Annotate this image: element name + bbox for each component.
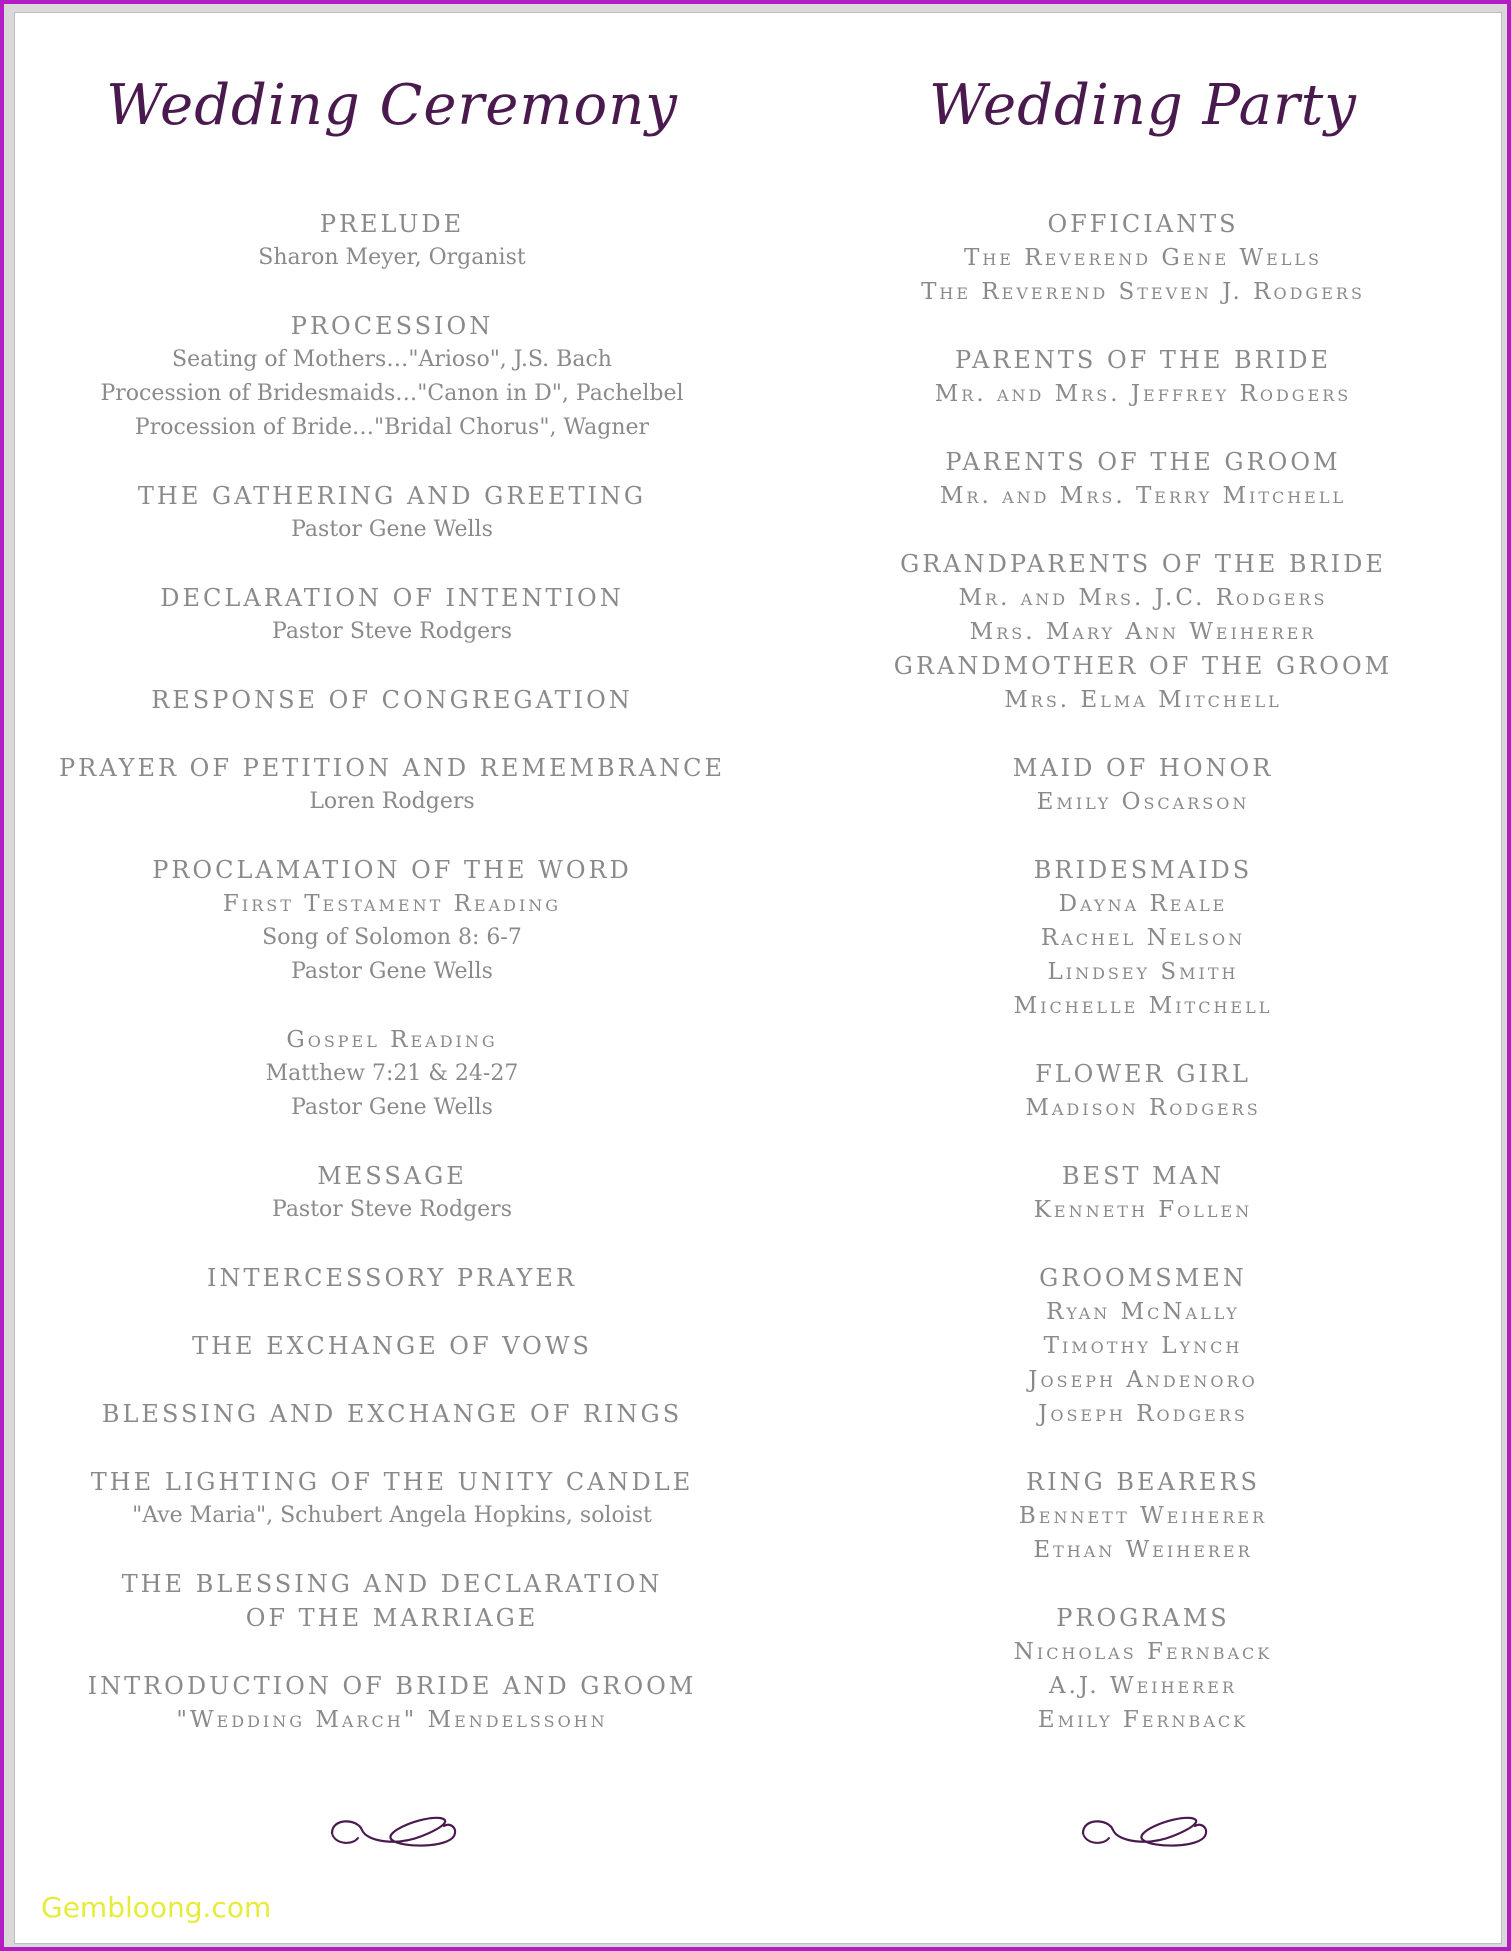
section-line: Song of Solomon 8: 6-7: [262, 925, 522, 950]
ceremony-section: [15, 309, 769, 445]
party-section: [769, 445, 1511, 513]
section-line: Bennett Weiherer: [1018, 1503, 1268, 1529]
section-line: Mr. and Mrs. Terry Mitchell: [939, 483, 1347, 509]
section-line: Pastor Gene Wells: [291, 517, 493, 542]
program-page: [14, 12, 1502, 1944]
party-section: [769, 1465, 1511, 1567]
section-line: Rachel Nelson: [1040, 925, 1246, 951]
party-section: [769, 751, 1511, 819]
section-line: Mr. and Mrs. Jeffrey Rodgers: [934, 381, 1352, 407]
section-line: Michelle Mitchell: [1013, 993, 1273, 1019]
ceremony-section: [15, 1397, 769, 1431]
ceremony-section: [15, 1567, 769, 1635]
ceremony-section: [15, 1465, 769, 1533]
section-line: Dayna Reale: [1058, 891, 1228, 917]
flourish-ornament: [1073, 1808, 1213, 1858]
section-line: Joseph Andenoro: [1028, 1367, 1258, 1393]
party-section: [769, 853, 1511, 1023]
section-heading: MAID OF HONOR: [1012, 754, 1274, 782]
section-heading: GRANDPARENTS OF THE BRIDE: [900, 550, 1386, 578]
section-line: "Ave Maria", Schubert Angela Hopkins, soloist: [132, 1503, 652, 1528]
section-heading: RESPONSE OF CONGREGATION: [151, 686, 633, 714]
section-line: A.J. Weiherer: [1048, 1673, 1238, 1699]
party-section: [769, 547, 1511, 649]
section-line: Mrs. Mary Ann Weiherer: [969, 619, 1317, 645]
section-line: Lindsey Smith: [1047, 959, 1239, 985]
ceremony-section: [15, 1159, 769, 1227]
section-line: Pastor Gene Wells: [291, 959, 493, 984]
section-line: Mr. and Mrs. J.C. Rodgers: [958, 585, 1328, 611]
section-heading: THE BLESSING AND DECLARATION: [121, 1570, 663, 1598]
section-line: The Reverend Steven J. Rodgers: [921, 279, 1365, 305]
party-section: [769, 1159, 1511, 1227]
section-line: Pastor Steve Rodgers: [272, 1197, 512, 1222]
section-line: Mrs. Elma Mitchell: [1004, 687, 1282, 713]
section-heading: MESSAGE: [317, 1162, 467, 1190]
section-heading-continued: OF THE MARRIAGE: [245, 1604, 539, 1632]
section-line: Pastor Gene Wells: [291, 1095, 493, 1120]
ceremony-section: [15, 207, 769, 275]
section-heading: PARENTS OF THE GROOM: [945, 448, 1341, 476]
section-heading: PROGRAMS: [1056, 1604, 1230, 1632]
section-line: Madison Rodgers: [1025, 1095, 1261, 1121]
ceremony-section: [15, 751, 769, 819]
section-heading: OFFICIANTS: [1047, 210, 1239, 238]
section-line: Loren Rodgers: [309, 789, 475, 814]
section-heading: BRIDESMAIDS: [1033, 856, 1253, 884]
party-section: [769, 207, 1511, 309]
section-line: Ethan Weiherer: [1033, 1537, 1253, 1563]
party-section: [769, 1261, 1511, 1431]
party-section: [769, 343, 1511, 411]
section-line: Seating of Mothers…"Arioso", J.S. Bach: [172, 347, 612, 372]
section-line: Emily Oscarson: [1036, 789, 1250, 815]
section-heading: Gospel Reading: [286, 1027, 498, 1053]
section-heading: PROCLAMATION OF THE WORD: [152, 856, 632, 884]
section-line: The Reverend Gene Wells: [964, 245, 1322, 271]
section-line: Kenneth Follen: [1033, 1197, 1253, 1223]
section-heading: RING BEARERS: [1026, 1468, 1260, 1496]
flourish-ornament: [322, 1808, 462, 1858]
section-heading: FLOWER GIRL: [1035, 1060, 1251, 1088]
section-heading: PRAYER OF PETITION AND REMEMBRANCE: [59, 754, 725, 782]
party-section: [769, 1057, 1511, 1125]
section-line: Procession of Bride…"Bridal Chorus", Wagner: [134, 415, 650, 440]
ceremony-section: [15, 853, 769, 989]
ceremony-section: [15, 1023, 769, 1125]
section-line: Procession of Bridesmaids…"Canon in D", Pachelbel: [100, 381, 684, 406]
ceremony-section: [15, 581, 769, 649]
section-heading: INTRODUCTION OF BRIDE AND GROOM: [87, 1672, 697, 1700]
section-heading: GRANDMOTHER OF THE GROOM: [893, 652, 1393, 680]
section-line: Timothy Lynch: [1043, 1333, 1243, 1359]
section-heading: PROCESSION: [290, 312, 494, 340]
ceremony-title: Wedding Ceremony: [106, 73, 678, 138]
section-line: Pastor Steve Rodgers: [272, 619, 512, 644]
section-line: Sharon Meyer, Organist: [258, 245, 526, 270]
section-line: Nicholas Fernback: [1013, 1639, 1273, 1665]
ceremony-section: [15, 1669, 769, 1737]
section-heading: THE GATHERING AND GREETING: [137, 482, 647, 510]
ceremony-section: [15, 1329, 769, 1363]
section-line: Joseph Rodgers: [1038, 1401, 1248, 1427]
ceremony-section: [15, 1261, 769, 1295]
section-heading: PRELUDE: [319, 210, 465, 238]
section-heading: GROOMSMEN: [1039, 1264, 1247, 1292]
section-line: Matthew 7:21 & 24-27: [265, 1061, 519, 1086]
section-line: First Testament Reading: [222, 891, 562, 917]
ceremony-section: [15, 479, 769, 547]
party-section: [769, 649, 1511, 717]
section-heading: PARENTS OF THE BRIDE: [955, 346, 1331, 374]
ceremony-section: [15, 683, 769, 717]
section-heading: THE LIGHTING OF THE UNITY CANDLE: [90, 1468, 694, 1496]
party-list: [769, 207, 1511, 1771]
section-heading: INTERCESSORY PRAYER: [207, 1264, 577, 1292]
ceremony-list: [15, 207, 769, 1771]
section-heading: BEST MAN: [1061, 1162, 1225, 1190]
section-line: Emily Fernback: [1037, 1707, 1249, 1733]
section-line: Ryan McNally: [1046, 1299, 1240, 1325]
watermark-text: Gembloong.com: [41, 1891, 272, 1924]
section-line: "Wedding March" Mendelssohn: [176, 1707, 608, 1733]
party-section: [769, 1601, 1511, 1737]
section-heading: THE EXCHANGE OF VOWS: [192, 1332, 592, 1360]
section-heading: DECLARATION OF INTENTION: [160, 584, 624, 612]
party-title: Wedding Party: [929, 73, 1357, 138]
section-heading: BLESSING AND EXCHANGE OF RINGS: [101, 1400, 683, 1428]
